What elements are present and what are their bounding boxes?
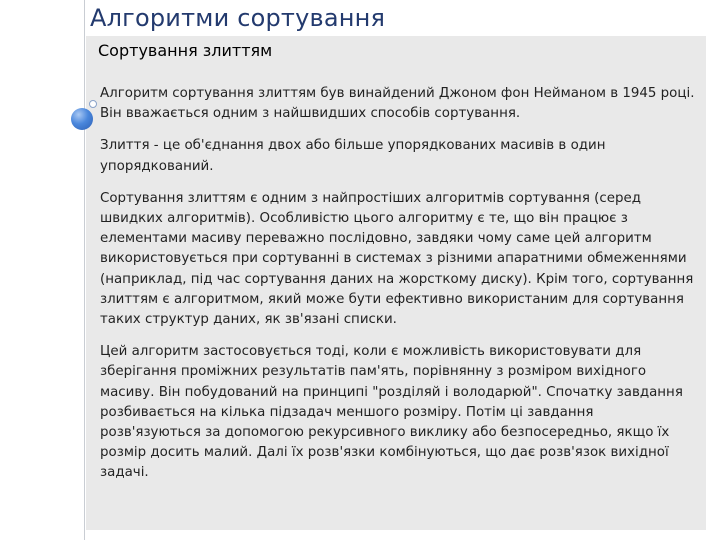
blue-circle-decoration — [71, 108, 93, 130]
slide-subtitle: Сортування злиттям — [98, 41, 273, 60]
body-text — [100, 84, 698, 496]
left-margin — [0, 0, 84, 540]
paragraph: Цей алгоритм застосовується тоді, коли є можливість використовувати для зберігання проміжних результатів пам'ять, порівнянну з розміром вихідного масиву. Він побудований на принципі "розділяй і володарюй". Спочатку завдання розбивається на кілька підзадач меншого розміру. Потім ці завдання розв'язуються за допомогою рекурсивного виклику або безпосередньо, якщо їх розмір досить малий. Далі їх розв'язки комбінуються, що дає розв'язок вихідної задачі. — [100, 344, 683, 481]
paragraph: Алгоритм сортування злиттям був винайдений Джоном фон Нейманом в 1945 році. Він вважається одним з найшвидших способів сортування. — [100, 86, 695, 122]
slide-title: Алгоритми сортування — [90, 4, 386, 32]
paragraph: Сортування злиттям є одним з найпростіших алгоритмів сортування (серед швидких алгоритмів). Особливістю цього алгоритму є те, що він працює з елементами масиву переважно послідовно, завдяки чому саме цей алгоритм використовується при сортуванні в системах з різними апаратними обмеженнями (наприклад, під час сортування даних на жорсткому диску). Крім того, сортування злиттям є алгоритмом, який може бути ефективно використаним для сортування таких структур даних, як зв'язані списки. — [100, 190, 694, 328]
paragraph: Злиття - це об'єднання двох або більше упорядкованих масивів в один упорядкований. — [100, 138, 606, 174]
small-circle-decoration — [89, 100, 97, 108]
divider-line — [84, 0, 85, 540]
